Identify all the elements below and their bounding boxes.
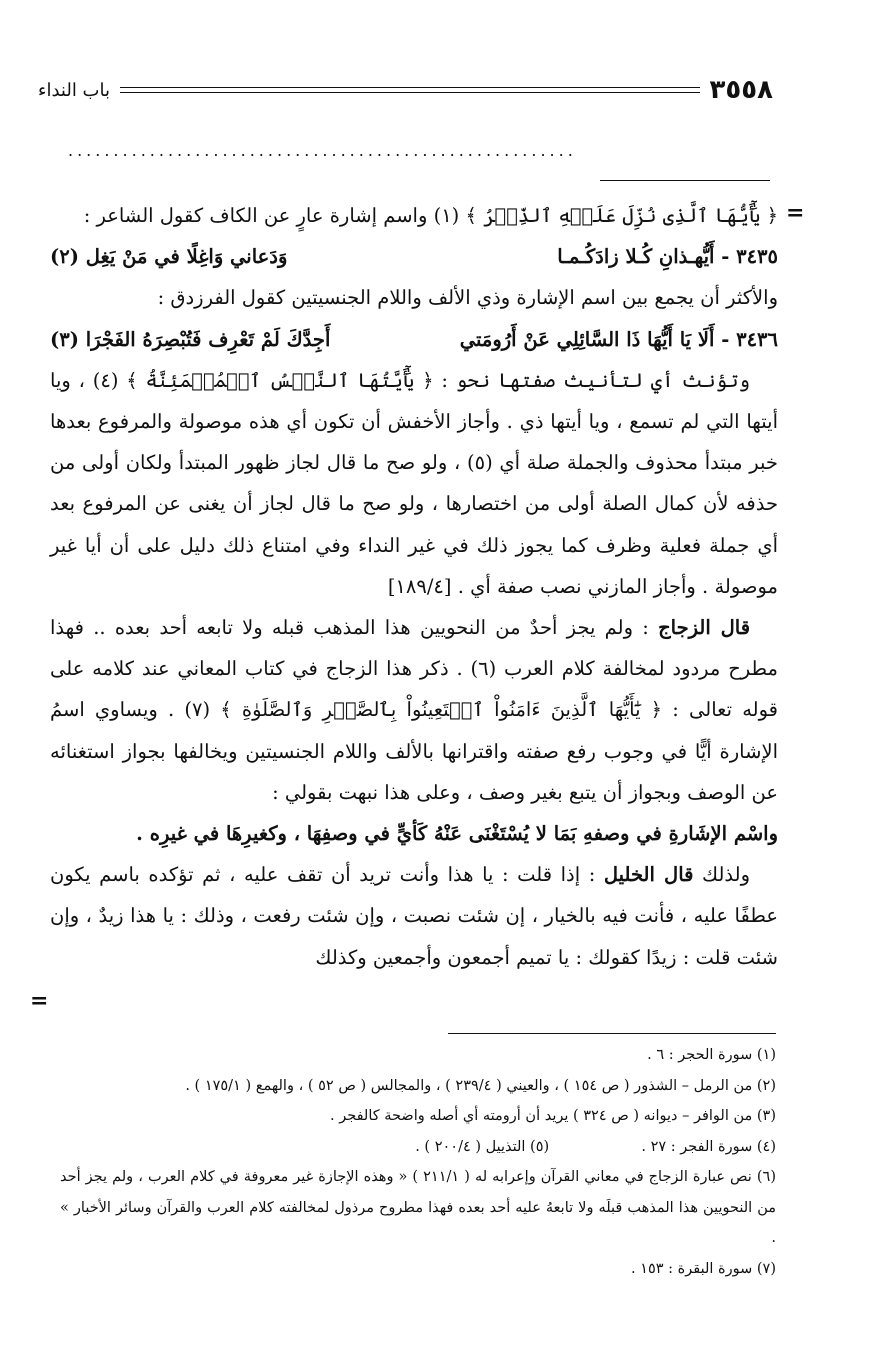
continuation-mark-bottom: = — [30, 988, 49, 1014]
verse-3435-second-hemistich: وَدَعاني وَاغِلًا في مَنْ يَغِل (٢) — [50, 245, 288, 269]
dotted-separator: ........................................................ — [68, 141, 577, 160]
paragraph-6 — [50, 854, 778, 978]
paragraph-4 — [50, 607, 778, 813]
chapter-title: باب النداء — [38, 79, 110, 101]
page-number: ٣٥٥٨ — [709, 75, 773, 105]
paragraph-3: وتؤنث أي لتأنيث صفتها نحو : ﴿ يَٰٓأَيَّتُهَا ٱلنَّفۡسُ ٱلۡمُطۡمَئِنَّةُ ﴾ (٤) ، ويا أيتها التي لم تسمع ، ويا أيتها ذي . وأجاز الأخفش أن تكون أي هذه موصولة والمرفوع بعدها خبر مبتدأ محذوف والجملة صلة أي (٥) ، ولو صح ما قال لجاز ظهور المبتدأ ولكان أولى من حذفه لأن كمال الصلة أولى من اختصارها ، ولو صح ما قال لجاز أن يغنى عن المرفوع بعد أي جملة فعلية وظرف كما يجوز ذلك في غير النداء وفي امتناع ذلك دليل على أن أيا غير موصولة . وأجاز المازني نصب صفة أي . [١٨٩/٤] — [50, 368, 778, 598]
verse-3436 — [50, 319, 778, 360]
paragraph-1: ﴿ يَٰٓأَيُّهَا ٱلَّذِى نُزِّلَ عَلَيۡهِ ٱلذِّكۡرُ ﴾ (١) واسم إشارة عارٍ عن الكاف كقول الشاعر : — [83, 204, 778, 227]
footnote-7: (٧) سورة البقرة : ١٥٣ . — [630, 1260, 776, 1277]
continuation-mark-top: = — [786, 200, 805, 226]
footnote-4-5: (٤) سورة الفجر : ٢٧ . (٥) التذييل ( ٢٠٠/٤ ) . — [415, 1138, 776, 1155]
footnotes — [60, 1040, 776, 1284]
paragraph-6-text: : إذا قلت : يا هذا وأنت تريد أن تقف عليه ، ثم تؤكده باسم يكون عطفًا عليه ، فأنت فيه بالخيار ، إن شئت نصبت ، وإن شئت رفعت ، وذلك : يا هذا زيدٌ ، وإن شئت قلت : زيدًا كقولك : يا تميم أجمعون وأجمعين وكذلك — [50, 863, 778, 969]
rule-statement: واسْم الإشَارةِ في وصفهِ بَمَا لا يُسْتَغْنَى عَنْهُ كَأيٍّ في وصفِهَا ، وكغيرِهَا في غيرِه . — [136, 822, 778, 846]
footnote-3: (٣) من الوافر – ديوانه ( ص ٣٢٤ ) يريد أن أرومته أي أصله واضحة كالفجر . — [330, 1108, 776, 1124]
verse-3435-first-hemistich: ٣٤٣٥ - أَيُّهـذانِ كُـلا زادَكُـمـا — [557, 245, 778, 269]
header-rule — [120, 87, 700, 93]
main-text — [50, 195, 778, 978]
page-header — [38, 70, 773, 110]
paragraph-4-lead: قال الزجاج — [658, 616, 751, 640]
paragraph-4-text: : ولم يجز أحدٌ من النحويين هذا المذهب قبله ولا تابعه أحد بعده .. فهذا مطرح مردود لمخالفة كلام العرب (٦) . ذكر هذا الزجاج في كتاب المعاني عند كلامه على قوله تعالى : ﴿ يَٰٓأَيُّهَا ٱلَّذِينَ ءَامَنُواْ ٱسۡتَعِينُواْ بِٱلصَّبۡرِ وَٱلصَّلَوٰةِ ﴾ (٧) . ويساوي اسمُ الإشارة أيًّا في وجوب رفع صفته واقترانها بالألف واللام الجنسيتين ويخالفها بجواز استغنائه عن الوصف وبجواز أن يتبع بغير وصف ، وعلى هذا نبهت بقولي : — [50, 616, 779, 804]
paragraph-6-lead: قال الخليل — [603, 863, 694, 887]
verse-3436-first-hemistich: ٣٤٣٦ - أَلَا يَا أَيُّهَا ذَا السَّائِلِي عَنْ أَرُومَتي — [459, 327, 778, 351]
footnote-1: (١) سورة الحجر : ٦ . — [647, 1047, 776, 1063]
verse-3436-second-hemistich: أَجِدَّكَ لَمْ تَعْرِف فَتُبْصِرَهُ الفَجْرَا (٣) — [50, 327, 331, 351]
paragraph-2: والأكثر أن يجمع بين اسم الإشارة وذي الألف واللام الجنسيتين كقول الفرزدق : — [157, 286, 778, 310]
verse-3435 — [50, 236, 778, 277]
footnote-6: (٦) نص عبارة الزجاج في معاني القرآن وإعرابه له ( ٢١١/١ ) « وهذه الإجازة غير معروفة في كلام العرب ، ولم يجز أحد من النحويين هذا المذهب قبلَه ولا تابعهُ عليه أحد بعده فهذا مطروح مرذول لمخالفته كلام العرب والقرآن وسائر الأخبار » . — [60, 1169, 776, 1246]
top-rule — [600, 180, 770, 181]
paragraph-6-pre: ولذلك — [702, 863, 751, 887]
footnote-rule — [448, 1033, 776, 1034]
footnote-2: (٢) من الرمل – الشذور ( ص ١٥٤ ) ، والعيني ( ٢٣٩/٤ ) ، والمجالس ( ص ٥٢ ) ، والهمع ( ١٧٥/١ ) . — [185, 1077, 776, 1094]
